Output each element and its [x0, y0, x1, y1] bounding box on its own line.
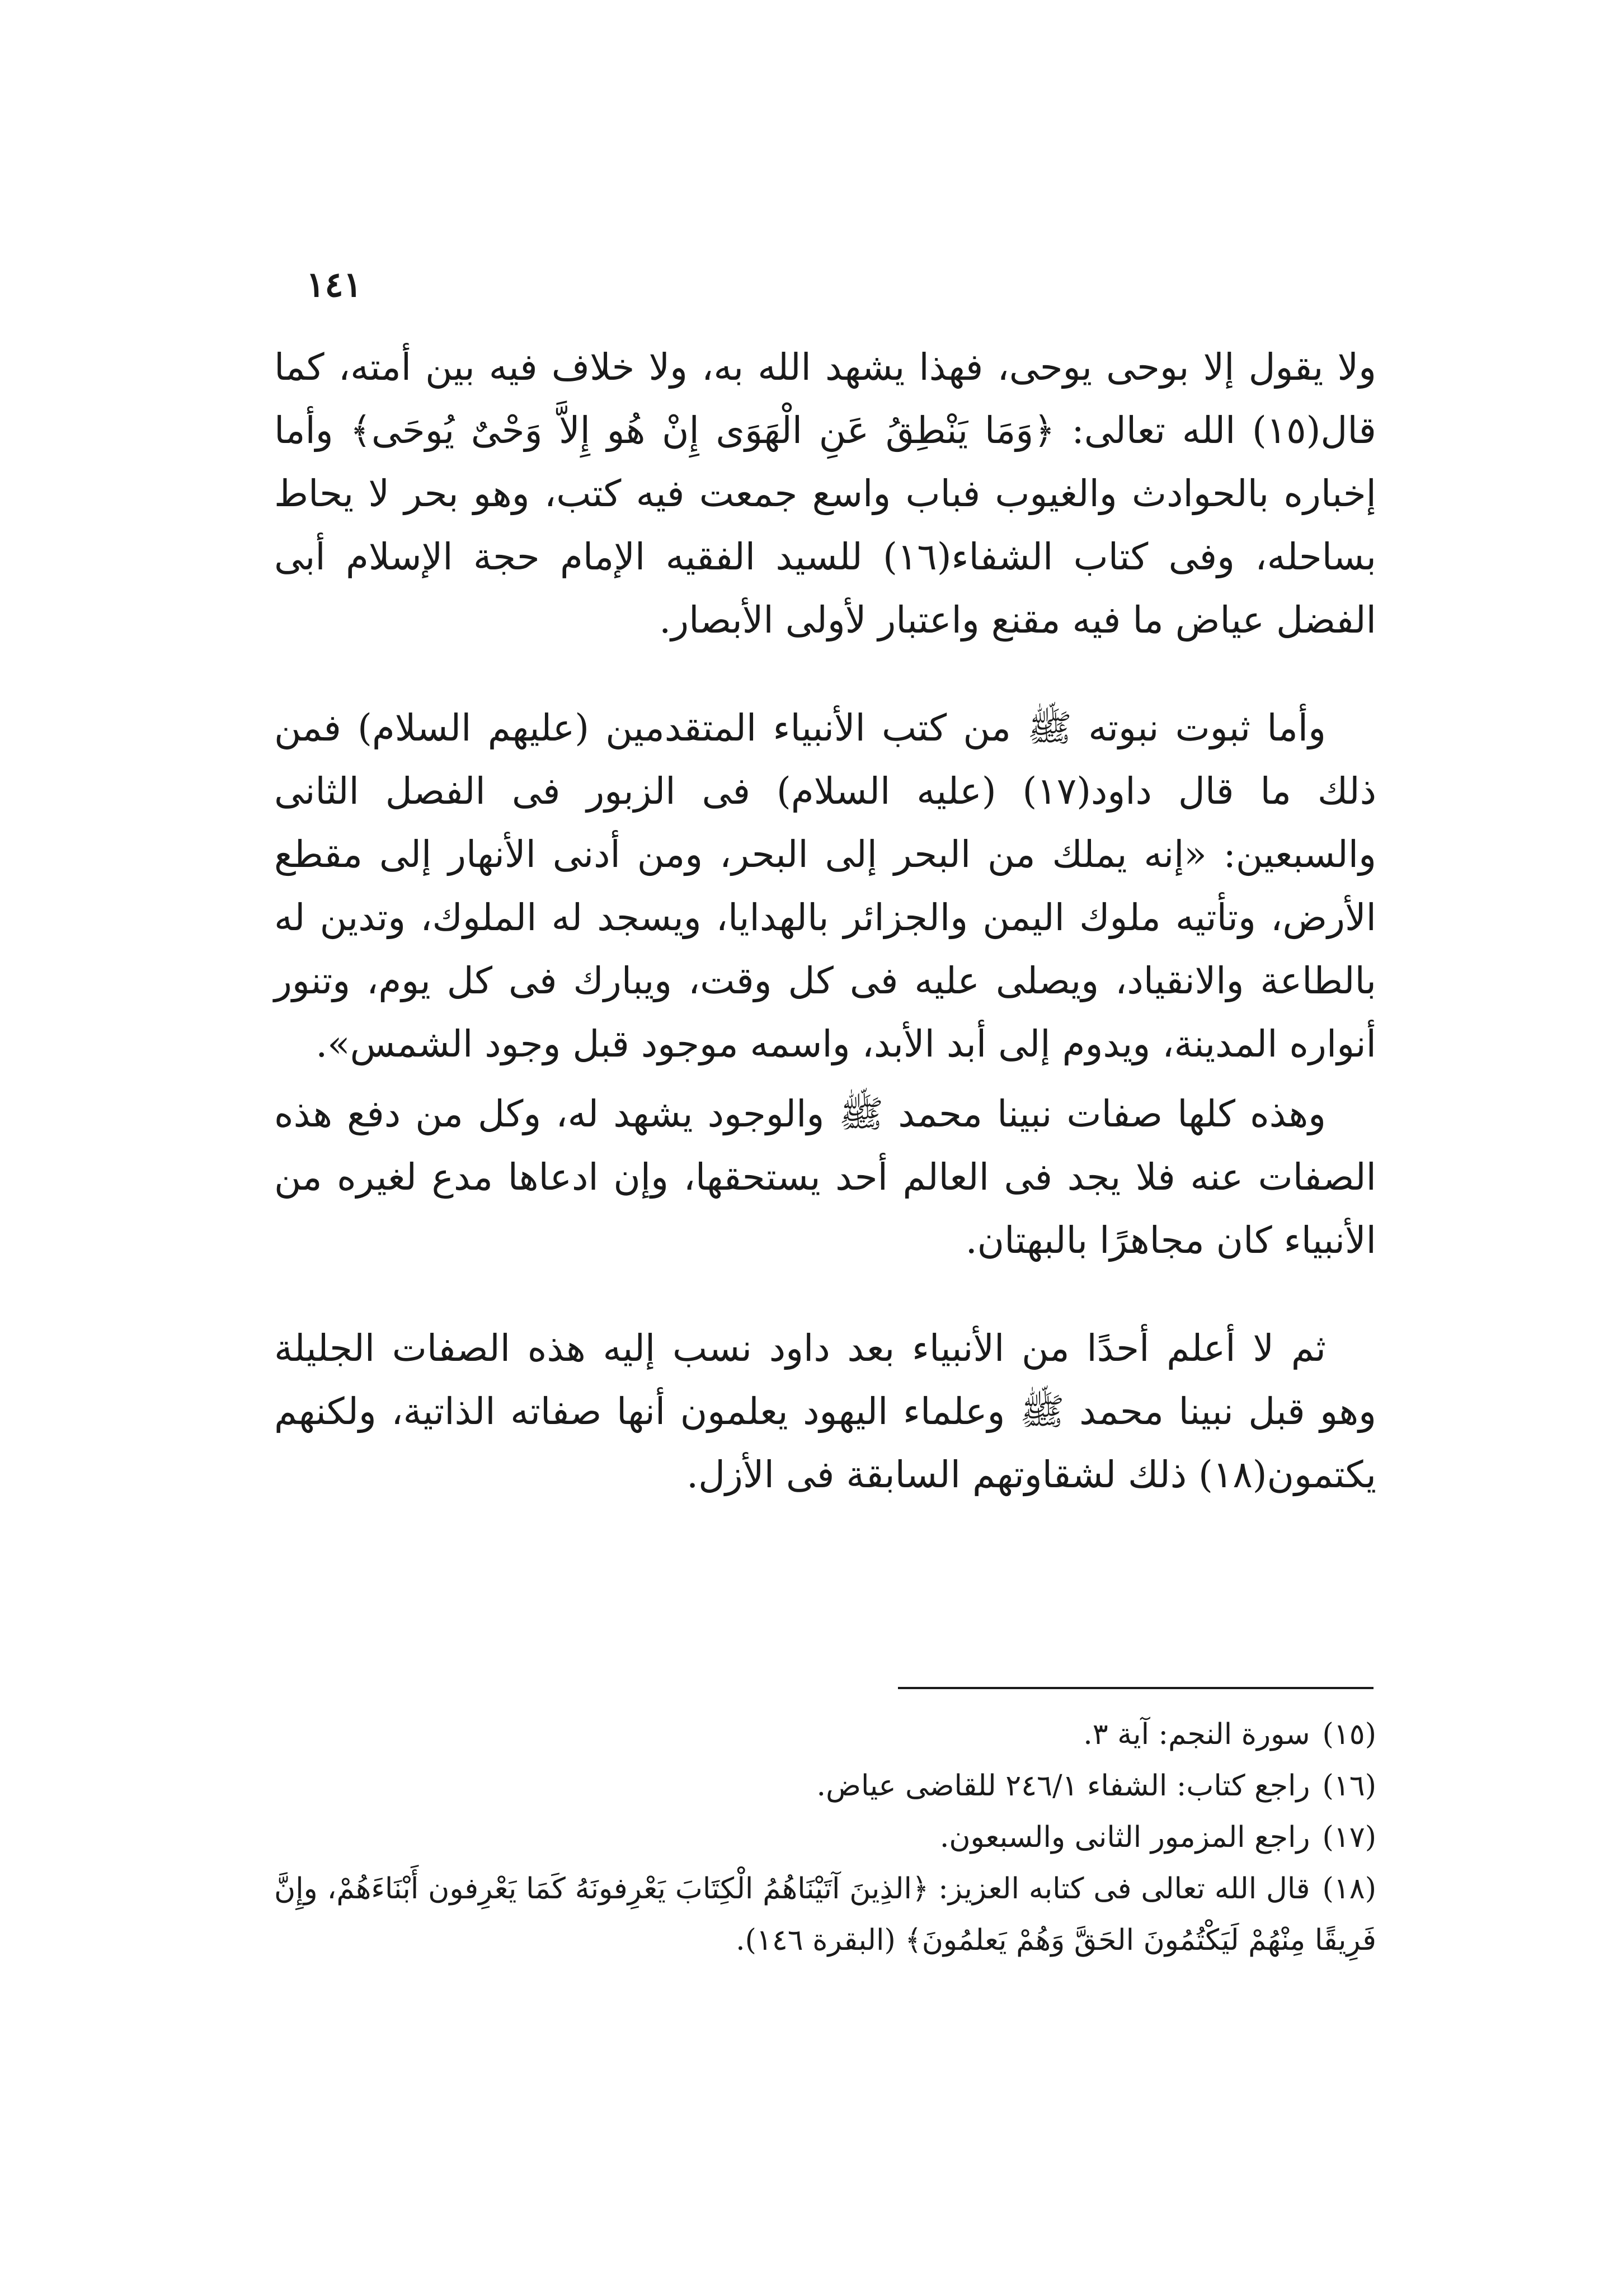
- footnote-number: (١٦): [1322, 1769, 1376, 1803]
- main-text: [274, 336, 1376, 1506]
- footnote-text: راجع كتاب: الشفاء ٢٤٦/١ للقاضى عياض.: [816, 1769, 1310, 1803]
- footnote-15: [274, 1709, 1376, 1760]
- paragraph-3: وهذه كلها صفات نبينا محمد ﷺ والوجود يشهد له، وكل من دفع هذه الصفات عنه فلا يجد فى العالم أحد يستحقها، وإن ادعاها مدع لغيره من الأنبياء كان مجاهرًا بالبهتان.: [274, 1092, 1376, 1262]
- paragraph-2: وأما ثبوت نبوته ﷺ من كتب الأنبياء المتقدمين (عليهم السلام) فمن ذلك ما قال داود(١٧) (عليه السلام) فى الزبور فى الفصل الثانى والسبعين: «إنه يملك من البحر إلى البحر، ومن أدنى الأنهار إلى مقطع الأرض، وتأتيه ملوك اليمن والجزائر بالهدايا، ويسجد له الملوك، وتدين له بالطاعة والانقياد، ويصلى عليه فى كل وقت، ويبارك فى كل يوم، وتنور أنواره المدينة، ويدوم إلى أبد الأبد، واسمه موجود قبل وجود الشمس».: [274, 706, 1376, 1066]
- paragraph-1: ولا يقول إلا بوحى يوحى، فهذا يشهد الله به، ولا خلاف فيه بين أمته، كما قال(١٥) الله تعالى: ﴿وَمَا يَنْطِقُ عَنِ الْهَوَى إِنْ هُو إِلاَّ وَحْىٌ يُوحَى﴾ وأما إخباره بالحوادث والغيوب فباب واسع جمعت فيه كتب، وهو بحر لا يحاط بساحله، وفى كتاب الشفاء(١٦) للسيد الفقيه الإمام حجة الإسلام أبى الفضل عياض ما فيه مقنع واعتبار لأولى الأبصار.: [274, 346, 1377, 642]
- footnote-18: [274, 1863, 1376, 1966]
- page-number: ١٤١: [306, 264, 362, 305]
- footnote-text: راجع المزمور الثانى والسبعون.: [939, 1821, 1310, 1854]
- footnote-text: قال الله تعالى فى كتابه العزيز: ﴿الذِينَ آتَيْنَاهُمُ الْكِتَابَ يَعْرِفونَهُ كَمَا يَعْرِفون أَبْنَاءَهُمْ، وإِنَّ فَرِيقًا مِنْهُمْ لَيَكْتُمُونَ الحَقَّ وَهُمْ يَعلمُونَ﴾ (البقرة ١٤٦).: [274, 1872, 1376, 1957]
- footnote-separator: [898, 1687, 1374, 1689]
- footnote-text: سورة النجم: آية ٣.: [1083, 1718, 1310, 1751]
- footnote-number: (١٨): [1322, 1872, 1376, 1906]
- footnote-number: (١٥): [1322, 1718, 1376, 1751]
- footnote-number: (١٧): [1322, 1821, 1376, 1854]
- footnote-16: [274, 1760, 1376, 1812]
- footnotes: [274, 1709, 1376, 1966]
- paragraph-4: ثم لا أعلم أحدًا من الأنبياء بعد داود نسب إليه هذه الصفات الجليلة وهو قبل نبينا محمد ﷺ وعلماء اليهود يعلمون أنها صفاته الذاتية، ولكنهم يكتمون(١٨) ذلك لشقاوتهم السابقة فى الأزل.: [274, 1327, 1376, 1496]
- footnote-17: [274, 1812, 1376, 1863]
